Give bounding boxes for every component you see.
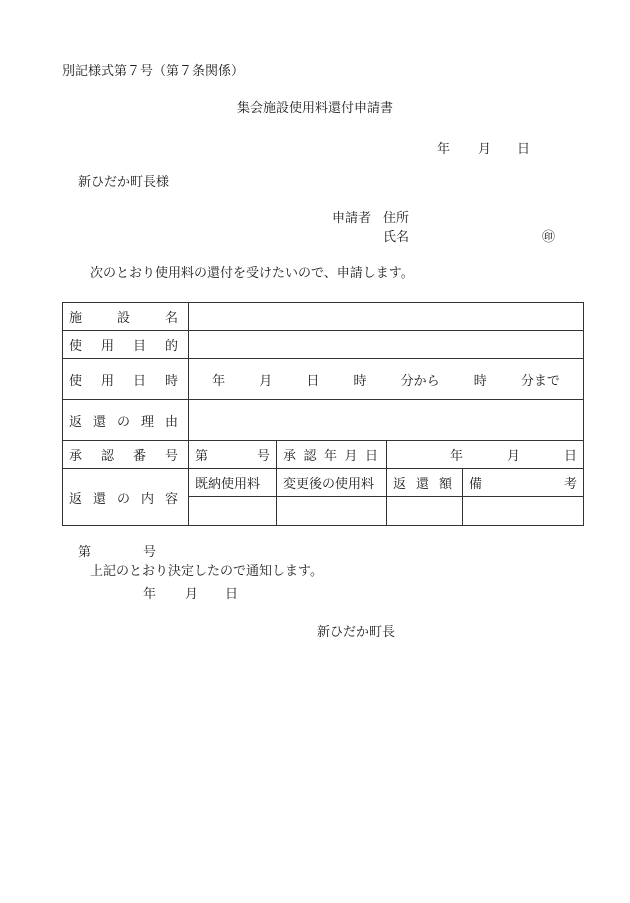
refund-amount-field[interactable] [387,497,463,526]
notice-month: 月 [185,587,199,602]
approval-number-label: 承認番号 [63,441,189,469]
usage-year: 年 [212,373,226,389]
refund-reason-label: 返還の理由 [63,400,189,441]
purpose-label: 使用目的 [63,331,189,359]
usage-day: 日 [306,373,320,389]
usage-datetime-field[interactable] [189,359,584,400]
refund-amount-header: 返還額 [387,469,463,497]
remarks-field[interactable] [463,497,584,526]
addressee: 新ひだか町長様 [78,175,170,190]
row-refund-reason [63,400,584,441]
changed-fee-field[interactable] [277,497,387,526]
notice-number-prefix: 第 [78,545,92,560]
facility-name-field[interactable] [189,303,584,331]
usage-end-minute: 分まで [520,373,560,389]
row-purpose [63,331,584,359]
refund-reason-field[interactable] [189,400,584,441]
issuer: 新ひだか町長 [317,625,396,640]
paid-fee-header: 既納使用料 [189,469,277,497]
purpose-field[interactable] [189,331,584,359]
notice-year: 年 [143,587,157,602]
notice-number-suffix: 号 [143,545,157,560]
remarks-char-1: 備 [469,477,483,492]
usage-end-hour: 時 [473,373,487,389]
approval-month: 月 [506,449,520,464]
approval-number-suffix: 号 [256,449,270,464]
approval-number-prefix: 第 [195,449,209,464]
usage-start-minute: 分から [400,373,440,389]
approval-date-field[interactable] [387,441,584,469]
remarks-char-2: 考 [563,477,577,492]
facility-name-label: 施設名 [63,303,189,331]
usage-start-hour: 時 [353,373,367,389]
changed-fee-header: 変更後の使用料 [277,469,387,497]
form-reference: 別記様式第７号（第７条関係） [62,64,245,79]
row-refund-contents-header [63,469,584,497]
paid-fee-field[interactable] [189,497,277,526]
row-usage-datetime [63,359,584,400]
date-year: 年 [437,142,451,157]
approval-day: 日 [563,449,577,464]
seal-mark: ㊞ [542,230,556,245]
usage-datetime-label: 使用日時 [63,359,189,400]
applicant-label: 申請者 [332,211,372,226]
intro-text: 次のとおり使用料の還付を受けたいので、申請します。 [90,266,414,281]
name-label: 氏名 [383,230,410,245]
usage-month: 月 [259,373,273,389]
approval-date-label: 承認年月日 [277,441,387,469]
date-month: 月 [478,142,492,157]
document-title: 集会施設使用料還付申請書 [236,101,393,116]
refund-contents-label: 返還の内容 [63,469,189,526]
notice-day: 日 [225,587,239,602]
address-label: 住所 [383,211,410,226]
notice-text: 上記のとおり決定したので通知します。 [90,564,323,579]
application-table [62,302,584,526]
date-day: 日 [517,142,531,157]
approval-year: 年 [449,449,463,464]
remarks-header [463,469,584,497]
row-facility [63,303,584,331]
row-approval [63,441,584,469]
approval-number-field[interactable] [189,441,277,469]
